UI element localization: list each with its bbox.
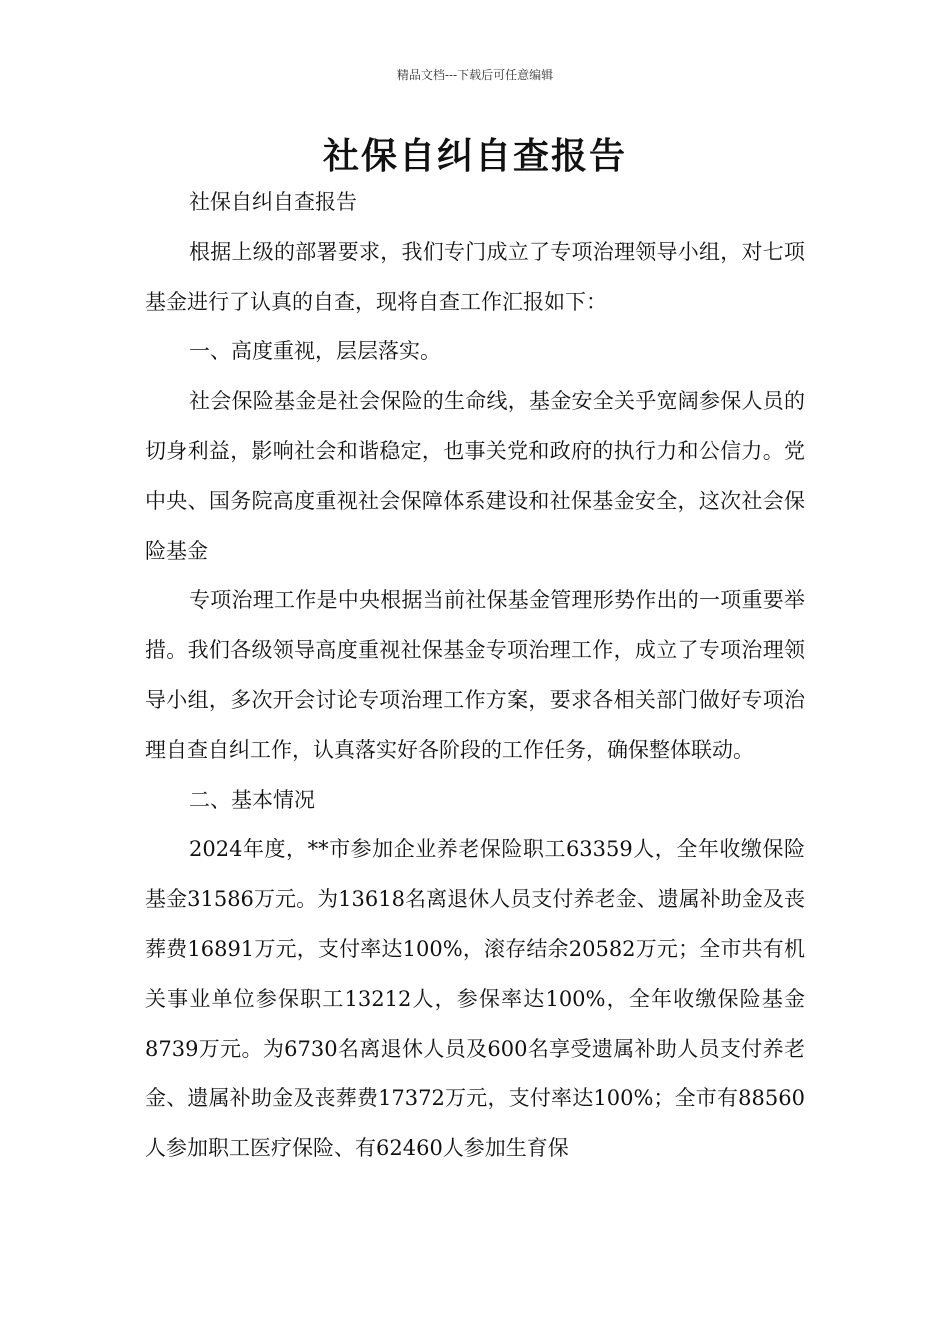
paragraph-subtitle: 社保自纠自查报告 — [189, 190, 357, 214]
document-title: 社保自纠自查报告 — [322, 135, 627, 177]
section-heading-2: 二、基本情况 — [189, 787, 315, 812]
paragraph-special-governance: 专项治理工作是中央根据当前社保基金管理形势作出的一项重要举措。我们各级领导高度重视社保基金专项治理工作，成立了专项治理领导小组，多次开会讨论专项治理工作方案，要求各相关部门做好专项治理自查自纠工作，认真落实好各阶段的工作任务，确保整体联动。 — [145, 588, 805, 762]
paragraph-importance: 社会保险基金是社会保险的生命线，基金安全关乎宽阔参保人员的切身利益，影响社会和谐稳定，也事关党和政府的执行力和公信力。党中央、国务院高度重视社会保障体系建设和社保基金安全，这次社会保险基金 — [145, 389, 805, 563]
paragraph-basic-situation: 2024年度，**市参加企业养老保险职工63359人，全年收缴保险基金31586万元。为13618名离退休人员支付养老金、遗属补助金及丧葬费16891万元，支付率达100%，滚存结余20582万元；全市共有机关事业单位参保职工13212人，参保率达100%，全年收缴保险基金8739万元。为6730名离退休人员及600名享受遗属补助人员支付养老金、遗属补助金及丧葬费17372万元，支付率达100%；全市有88560人参加职工医疗保险、有62460人参加生育保 — [145, 837, 805, 1161]
section-heading-1: 一、高度重视，层层落实。 — [189, 339, 441, 364]
paragraph-intro: 根据上级的部署要求，我们专门成立了专项治理领导小组，对七项基金进行了认真的自查，现将自查工作汇报如下： — [145, 239, 805, 314]
page-header: 精品文档---下载后可任意编辑 — [396, 68, 554, 82]
document-body — [145, 178, 805, 1174]
